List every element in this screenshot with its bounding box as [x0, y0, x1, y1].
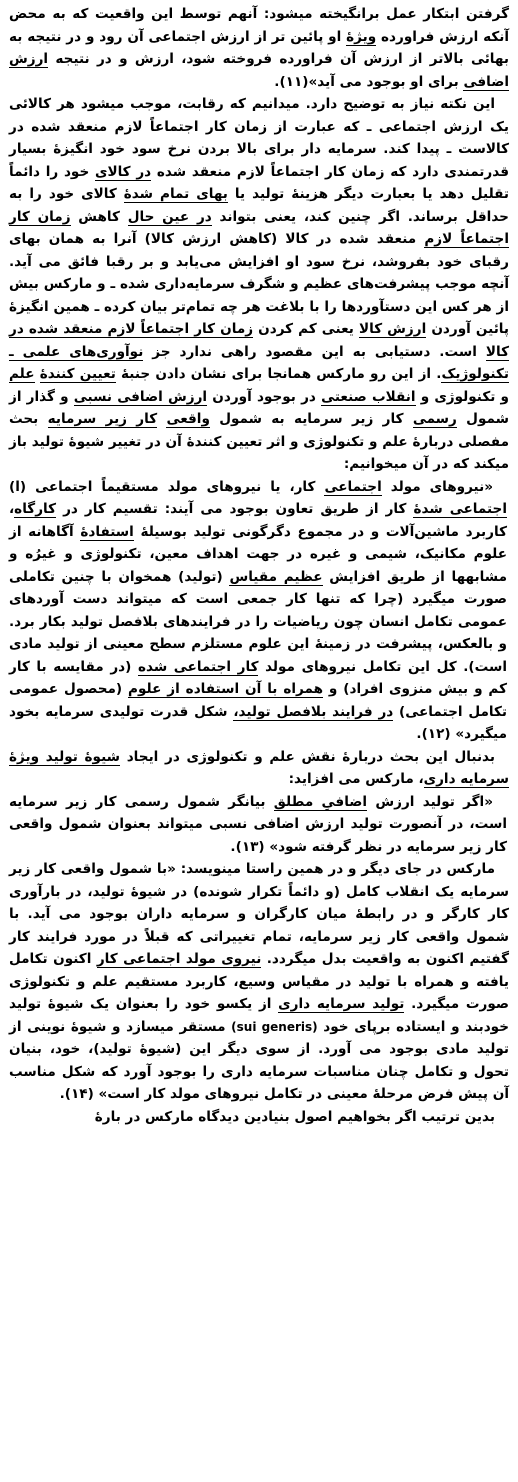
text-run: بیانگر شمول رسمی کار زیر سرمایه است، در آنصورت تولید ارزش اضافی نسبی میتواند بعنوان شمول واقعی کار زیر سرمایه در نظر گرفته شود» (۱۳).: [9, 793, 507, 855]
text-run: . از این رو مارکس همانجا برای نشان دادن جنبۀ: [115, 366, 442, 382]
text-run: برای او بوجود می آید»(۱۱).: [274, 73, 464, 90]
text-run: خود را دائماً تقلیل دهد یا بعبارت دیگر هزینۀ تولید یا: [9, 163, 510, 202]
underlined-phrase: علم: [9, 366, 35, 382]
text-run: از یکسو خود را بعنوان یک شیوۀ تولید خودبند و ایستاده برپای خود: [9, 996, 509, 1035]
underlined-phrase: کارگاه: [14, 501, 57, 517]
text-run: در بوجود آوردن: [207, 388, 322, 405]
underlined-phrase: زمان کار اجتماعاً لازم منعقد شده در کالا: [9, 321, 509, 360]
text-run: اکنون تکامل یافته و همراه با تولید در مقیاس وسیع، کاربرد مستقیم علم و تکنولوژی صورت میگیرد.: [9, 951, 509, 1012]
underlined-phrase: نیروی مولد اجتماعی کار: [96, 951, 262, 967]
text-run: این نکته نیاز به توضیح دارد. میدانیم که رقابت، موجب میشود هر کالائی یک ارزش اجتماعی ـ که عبارت از زمان کار اجتماعاً لازم منعقد شده در کالاست ـ پیدا کند. سرمایه دار برای بالا بردن نرخ سود خود انگیزۀ بسیار قدرتمندی دارد که زمان کار اجتماعاً لازم منعقد شده: [9, 96, 509, 180]
underlined-phrase: زمان کار اجتماعاً لازم: [9, 208, 510, 247]
text-run: ، کاربرد ماشین‌آلات و در مجموع دگرگونی تولید بوسیلۀ: [9, 501, 507, 540]
text-run: و گذار از شمول: [9, 388, 509, 427]
paragraph-5: [9, 1106, 509, 1129]
paragraph-1: [9, 3, 509, 93]
text-run: [35, 366, 40, 382]
latin-term: (sui generis): [231, 1019, 318, 1034]
underlined-phrase: ارزش کالا: [358, 321, 427, 337]
underlined-phrase: شیوۀ تولید ویژۀ سرمایه داری: [9, 748, 509, 787]
text-body: [9, 3, 509, 1128]
text-run: شکل قدرت تولیدی سرمایه بخود میگیرد» (۱۲).: [9, 703, 507, 742]
underlined-phrase: در کالای: [95, 163, 152, 180]
text-run: بحث مفصلی دربارۀ علم و تکنولوژی و اثر تعیین کنندۀ آن در تغییر شیوۀ تولید باز میکند که در آن میخوانیم:: [9, 411, 509, 472]
text-run: کار زیر سرمایه به شمول: [209, 411, 413, 427]
underlined-phrase: رسمی: [412, 411, 457, 427]
underlined-phrase: همراه با آن استفاده از علوم: [128, 681, 324, 697]
underlined-phrase: ویژۀ: [346, 28, 377, 45]
text-run: کاهش: [70, 208, 128, 225]
quote-1: [9, 476, 509, 746]
underlined-phrase: تعیین کنندۀ: [39, 366, 116, 382]
underlined-phrase: اجتماعی: [324, 478, 382, 495]
underlined-phrase: کار زیر سرمایه: [47, 411, 158, 427]
underlined-phrase: ارزش اضافی: [9, 51, 509, 90]
paragraph-2: [9, 93, 509, 476]
text-run: «نیروهای مولد: [381, 478, 493, 495]
text-run: مستقر میسازد و شیوۀ نوینی از تولید مادی بوجود می آورد. از سوی دیگر این (شیوۀ تولید)، خود، بنیان تحول و تکامل چنان مناسبات سرمایه داری را بوجود آورد که شکل مناسب آن پیش فرض مرحلۀ معینی در تکامل نیروهای مولد کار است» (۱۴).: [9, 1018, 509, 1102]
paragraph-3: [9, 746, 509, 791]
underlined-phrase: واقعی: [166, 411, 210, 427]
underlined-phrase: عظیم مقیاس: [229, 568, 323, 585]
text-run: «اگر تولید ارزش: [367, 793, 493, 810]
text-run: کار، یا نیروهای مولد مستقیماً اجتماعی (ا): [9, 478, 325, 495]
text-run: آگاهانه از علوم مکانیک، شیمی و غیره در جهت اهداف معین، تکنولوژی و غیرُه و مشابهها از طریق افزایش: [9, 523, 507, 585]
text-run: بدنبال این بحث دربارۀ نقش علم و تکنولوژی در ایجاد: [120, 748, 496, 765]
underlined-phrase: اجتماعی شدۀ: [413, 501, 507, 517]
underlined-phrase: انقلاب صنعتی: [321, 388, 416, 405]
quote-2: [9, 791, 509, 859]
text-run: ، مارکس می افزاید:: [288, 771, 424, 787]
underlined-phrase: بهای تمام شدۀ: [123, 186, 228, 202]
underlined-phrase: ارزش اضافی نسبی: [73, 388, 208, 405]
underlined-phrase: نوآوری‌های علمی ـ تکنولوژیک: [9, 343, 509, 382]
text-run: او پائین تر از ارزش اجتماعی آن رود و در نتیجه به بهائی بالاتر از ارزش آن فراورده فروخته شود، ارزش و در نتیجه: [9, 28, 509, 67]
text-run: کالای خود را به حداقل برساند. اگر چنین کند، یعنی بتواند: [9, 186, 509, 225]
underlined-phrase: کار اجتماعی شده: [137, 658, 259, 675]
underlined-phrase: در عین حال: [127, 208, 212, 225]
text-run: گرفتن ابتکار عمل برانگیخته میشود: آنهم توسط این واقعیت که به محض آنکه ارزش فراورده: [9, 6, 509, 45]
text-run: (تولید) همخوان با چنین تکاملی صورت میگیرد (چرا که تنها کار جمعی است که میتواند دست آوردهای عمومی تکامل انسان چون ریاضیات را در فرایندهای بلافصل تولید بکار برد. و بالعکس، پیشرفت در زمینۀ این علوم مستلزم سطح معینی از تولید مادی است). کل این تکامل نیروهای مولد: [9, 568, 507, 675]
underlined-phrase: استفادۀ: [80, 523, 134, 540]
text-run: یعنی کم کردن: [253, 321, 359, 337]
underlined-phrase: در فرایند بلافصل تولید،: [233, 703, 394, 720]
text-run: (در مقایسه با کار کم و بیش منزوی افراد) و: [9, 658, 507, 697]
text-run: است. دستیابی به این مقصود راهی ندارد جز: [143, 343, 486, 360]
paragraph-4: [9, 858, 509, 1106]
underlined-phrase: اضافیِ مطلق: [273, 793, 368, 810]
text-run: مارکس در جای دیگر و در همین راستا مینویسد: «با شمول واقعی کار زیر سرمایه یک انقلاب کامل (و دائماً تکرار شونده) در شیوۀ تولید، در بارآوری کار کارگر و در رابطۀ میان کارگران و سرمایه داران بوجود می آید. با شمول واقعی کار زیر سرمایه، تمام تغییراتی که قبلاً در مورد فرایند کار گفتیم اکنون به واقعیت بدل میگردد.: [9, 861, 509, 967]
text-run: و تکنولوژی و: [415, 388, 509, 405]
underlined-phrase: تولید سرمایه داری: [278, 996, 405, 1012]
text-run: بدین ترتیب اگر بخواهیم اصول بنیادین دیدگاه مارکس در بارۀ: [94, 1108, 495, 1125]
text-run: منعقد شده در کالا (کاهش ارزش کالا) آنرا به همان بهای رقبای خود بفروشد، نرخ سود او افزایش می‌یابد و بر رقبا فائق می آید. آنچه موجب پیشرفت‌های عظیم و شگرف سرمایه‌داری شده ـ و مارکس بیش از هر کس این دستآوردها را با بلاغت هر چه تمام‌تر بیان کرده ـ همین انگیزۀ پائین آوردن: [9, 231, 510, 337]
text-run: کار از طریق تعاون بوجود می آیند: تقسیم کار در: [56, 501, 414, 517]
text-run: (محصول عمومی تکامل اجتماعی): [9, 681, 507, 720]
